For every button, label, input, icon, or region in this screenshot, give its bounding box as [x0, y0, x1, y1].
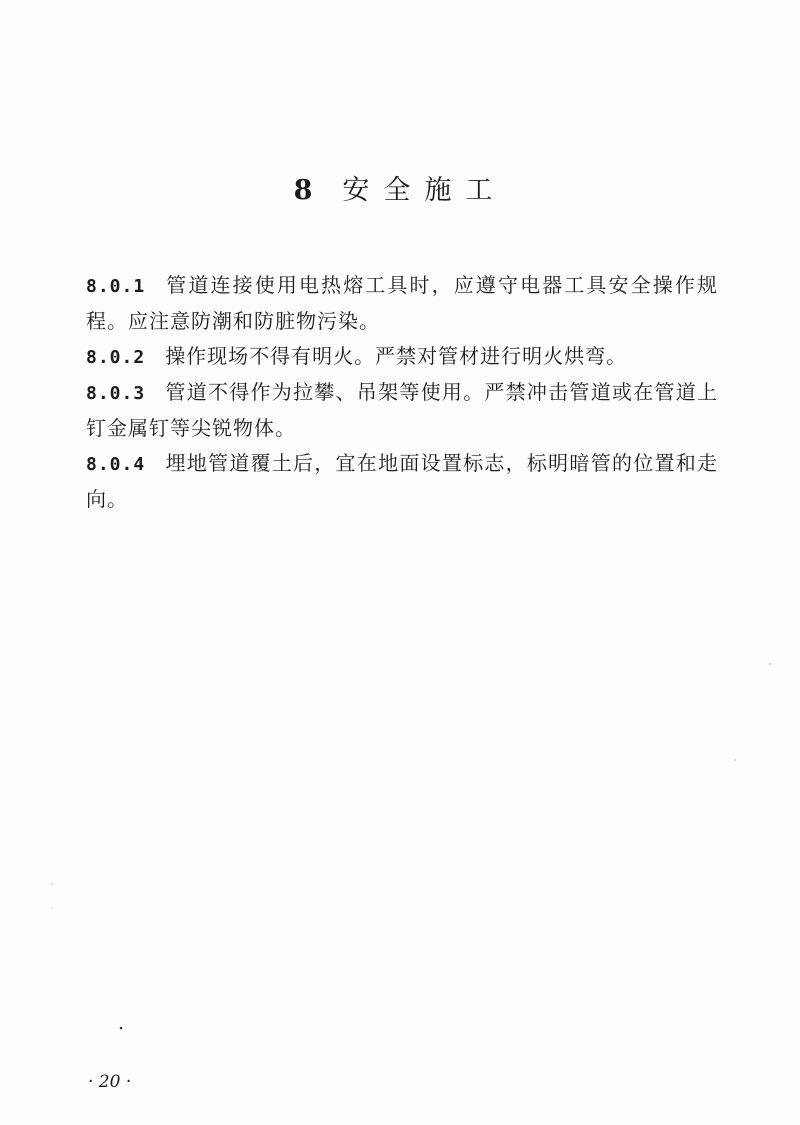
- chapter-title: 安全施工: [342, 175, 507, 206]
- clause-number: 8.0.3: [86, 383, 146, 404]
- clause-8-0-4: [86, 446, 718, 517]
- page-number: · 20 ·: [88, 1072, 132, 1092]
- clause-text: 埋地管道覆土后，宜在地面设置标志，标明暗管的位置和走向。: [86, 451, 718, 511]
- clause-number: 8.0.4: [86, 454, 146, 475]
- clause-8-0-1: [86, 268, 718, 339]
- scan-speck: [51, 907, 52, 908]
- clause-number: 8.0.2: [86, 347, 146, 368]
- clause-8-0-3: [86, 375, 718, 446]
- clause-number: 8.0.1: [86, 276, 146, 297]
- chapter-heading: [0, 168, 800, 207]
- scan-speck: [120, 1027, 123, 1030]
- clause-text: 管道不得作为拉攀、吊架等使用。严禁冲击管道或在管道上钉金属钉等尖锐物体。: [86, 380, 718, 440]
- clause-list: [86, 268, 718, 517]
- scan-speck: [51, 883, 52, 884]
- clause-8-0-2: [86, 339, 718, 375]
- scan-speck: [734, 759, 735, 760]
- scan-speck: [769, 663, 771, 665]
- chapter-number: 8: [293, 175, 315, 206]
- clause-text: 管道连接使用电热熔工具时，应遵守电器工具安全操作规程。应注意防潮和防脏物污染。: [86, 273, 718, 333]
- clause-text: 操作现场不得有明火。严禁对管材进行明火烘弯。: [165, 344, 628, 368]
